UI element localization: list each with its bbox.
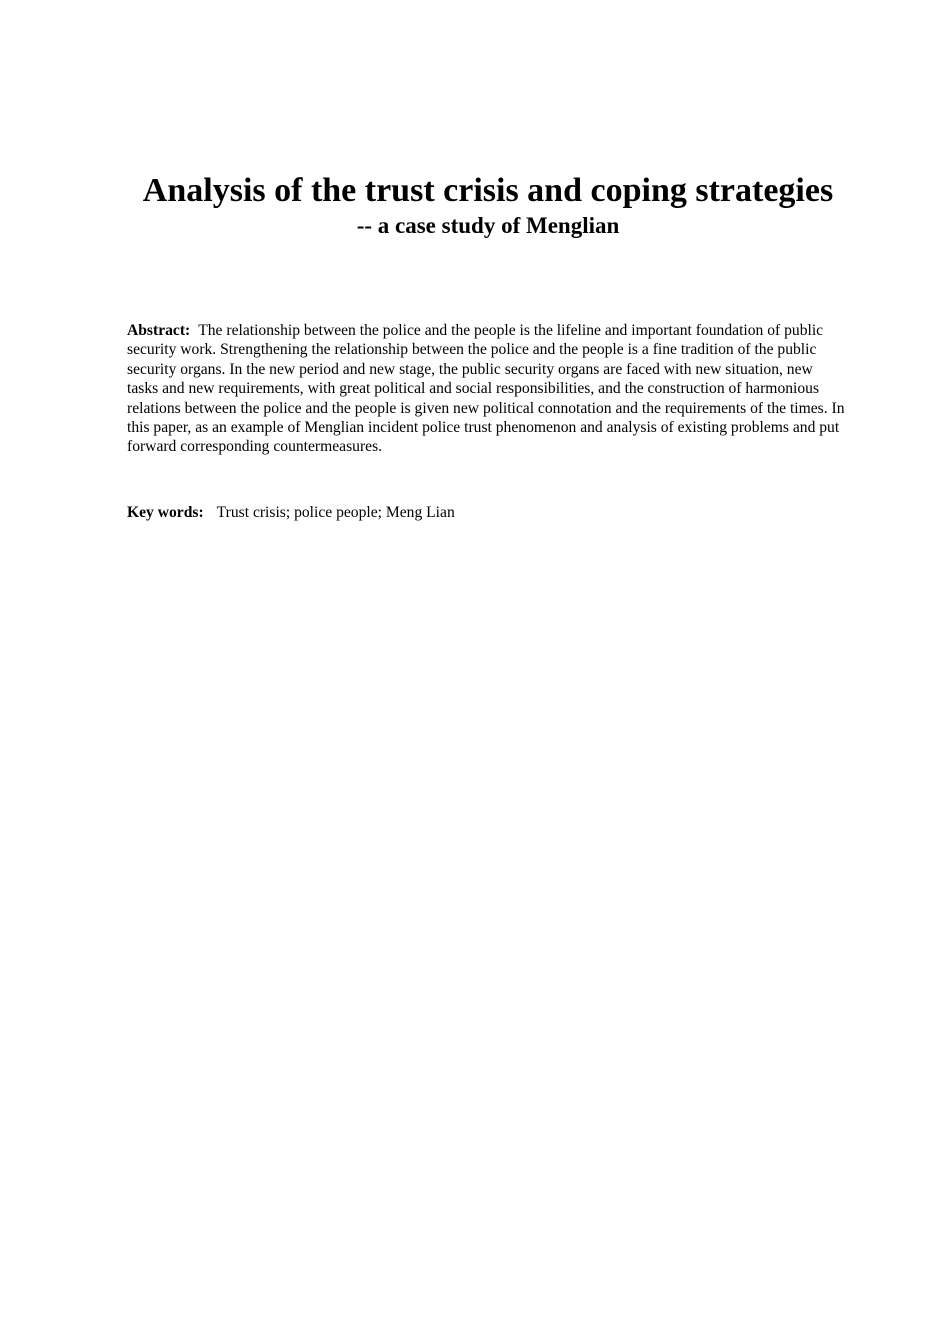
paper-subtitle: -- a case study of Menglian [356, 213, 620, 238]
keywords-paragraph [127, 503, 847, 522]
keywords-label: Key words: [127, 504, 204, 521]
abstract-label: Abstract: [127, 322, 191, 339]
keywords-text: Trust crisis; police people; Meng Lian [216, 504, 455, 521]
abstract-paragraph [127, 321, 847, 457]
abstract-text: The relationship between the police and the people is the lifeline and important foundation of public security work. Strengthening the relationship between the police and the people is a fine tradition of the public security organs. In the new period and new stage, the public security organs are faced with new situation, new tasks and new requirements, with great political and social responsibilities, and the construction of harmonious relations between the police and the people is given new political connotation and the requirements of the times. In this paper, as an example of Menglian incident police trust phenomenon and analysis of existing problems and put forward corresponding countermeasures. [127, 322, 845, 456]
paper-title: Analysis of the trust crisis and coping strategies [142, 172, 834, 209]
